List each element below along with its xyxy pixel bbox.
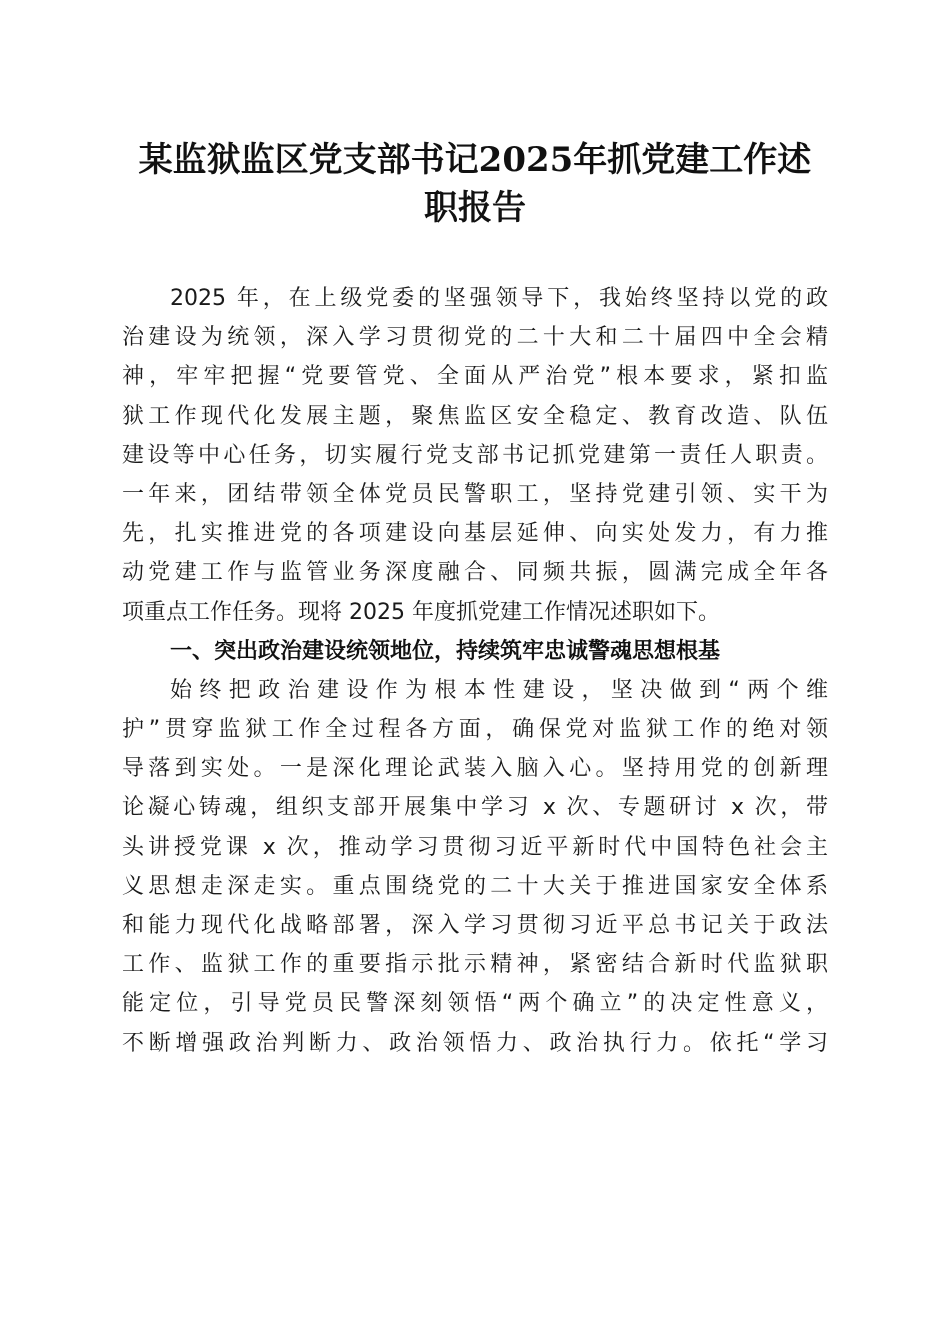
title-line-1: 某监狱监区党支部书记2025年抓党建工作述 <box>138 140 812 180</box>
text-line: 先，扎实推进党的各项建设向基层延伸、向实处发力，有力推 <box>122 521 828 547</box>
text-line: 神，牢牢把握“党要管党、全面从严治党”根本要求，紧扣监 <box>122 364 828 390</box>
text-line: 一年来，团结带领全体党员民警职工，坚持党建引领、实干为 <box>122 481 828 507</box>
text-line: 建设等中心任务，切实履行党支部书记抓党建第一责任人职责。 <box>122 442 828 468</box>
text-line: 动党建工作与监管业务深度融合、同频共振，圆满完成全年各 <box>122 560 828 586</box>
text-line: 不断增强政治判断力、政治领悟力、政治执行力。依托“学习 <box>122 1030 828 1056</box>
paragraph-intro <box>122 279 828 632</box>
text-line: 项重点工作任务。现将 2025 年度抓党建工作情况述职如下。 <box>122 599 720 625</box>
text-line: 导落到实处。一是深化理论武装入脑入心。坚持用党的创新理 <box>122 756 828 782</box>
text-line: 义思想走深走实。重点围绕党的二十大关于推进国家安全体系 <box>122 873 828 899</box>
text-line: 论凝心铸魂，组织支部开展集中学习 x 次、专题研讨 x 次，带 <box>122 795 828 821</box>
text-line: 2025 年，在上级党委的坚强领导下，我始终坚持以党的政 <box>170 286 828 311</box>
text-line: 治建设为统领，深入学习贯彻党的二十大和二十届四中全会精 <box>122 325 828 351</box>
text-line: 能定位，引导党员民警深刻领悟“两个确立”的决定性意义， <box>122 991 828 1017</box>
heading-text: 一、突出政治建设统领地位，持续筑牢忠诚警魂思想根基 <box>170 638 721 664</box>
text-line: 和能力现代化战略部署，深入学习贯彻习近平总书记关于政法 <box>122 913 828 938</box>
document-title <box>100 136 850 232</box>
paragraph-section-1 <box>122 671 828 1063</box>
text-line: 护”贯穿监狱工作全过程各方面，确保党对监狱工作的绝对领 <box>122 717 828 743</box>
section-heading-1 <box>122 632 828 671</box>
text-line: 工作、监狱工作的重要指示批示精神，紧密结合新时代监狱职 <box>122 952 828 978</box>
title-line-2: 职报告 <box>424 188 526 228</box>
document-body <box>122 279 828 1063</box>
text-line: 始终把政治建设作为根本性建设，坚决做到“两个维 <box>170 677 828 703</box>
text-line: 狱工作现代化发展主题，聚焦监区安全稳定、教育改造、队伍 <box>122 403 828 429</box>
text-line: 头讲授党课 x 次，推动学习贯彻习近平新时代中国特色社会主 <box>122 834 828 860</box>
